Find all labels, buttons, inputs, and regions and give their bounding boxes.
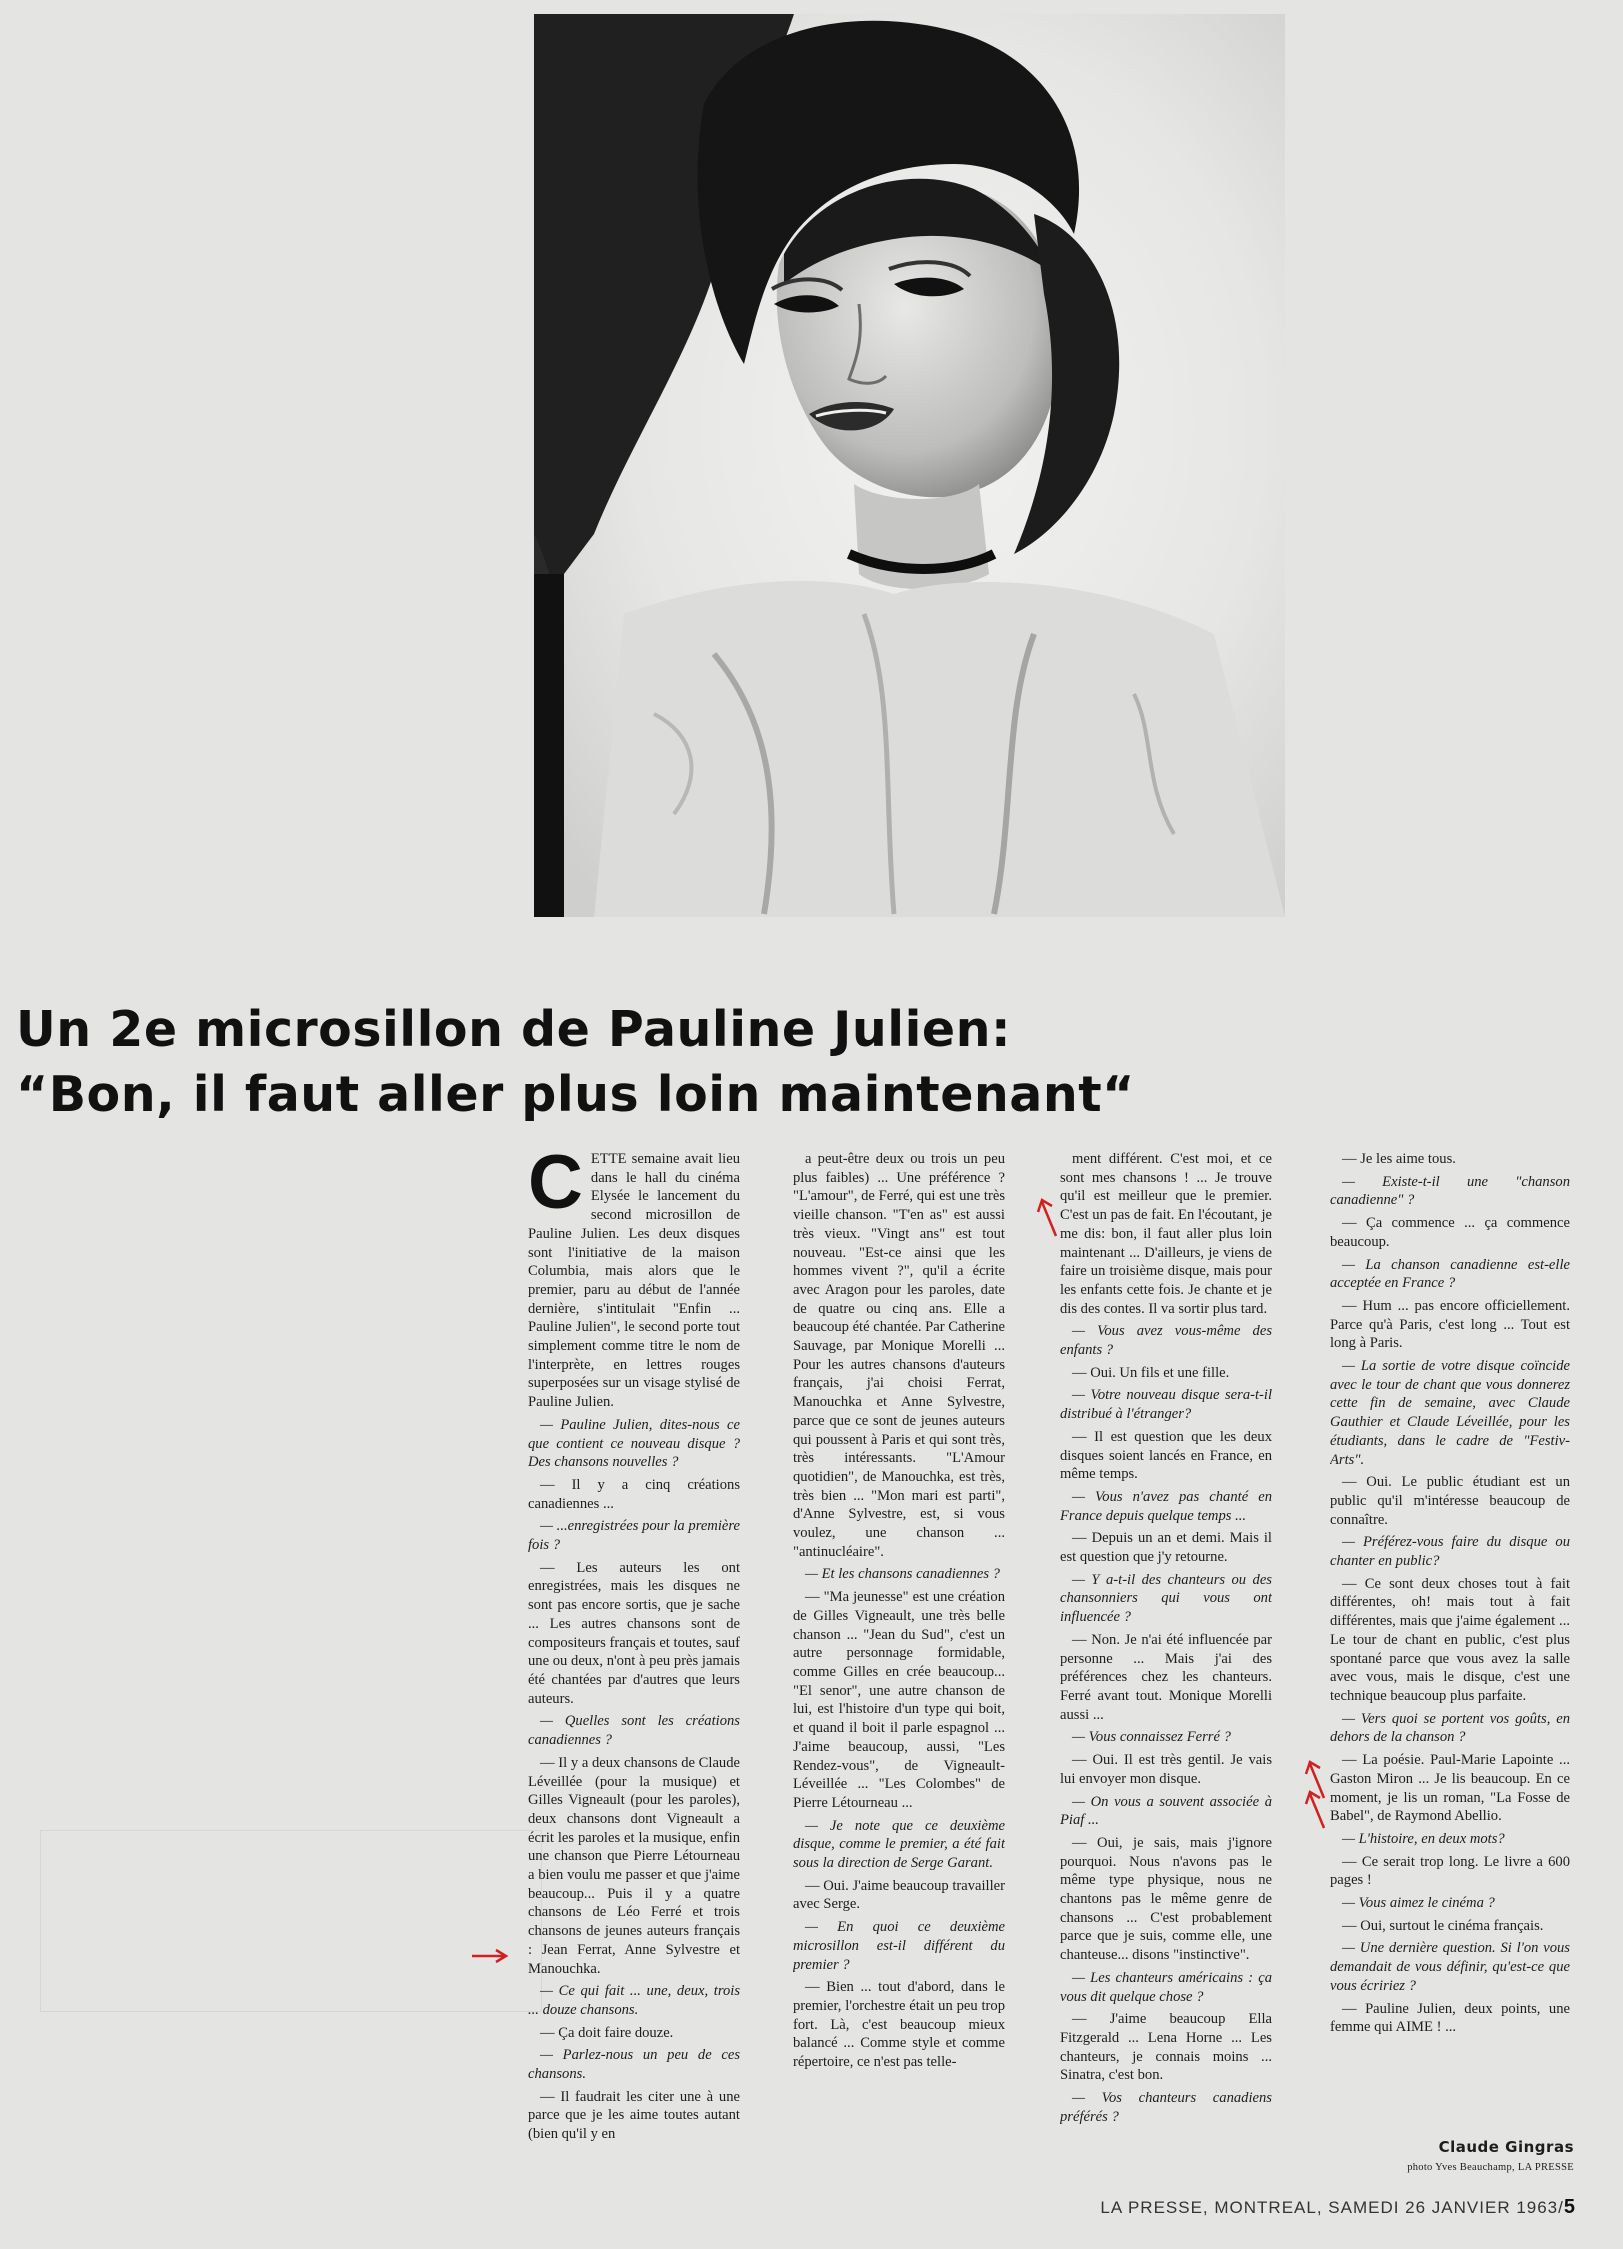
article-paragraph: ment différent. C'est moi, et ce sont mes chansons ! ... Je trouve qu'il est meilleur que le premier. C'est un pas de fait. En l'écoutant, je me dis: bon, il faut aller plus loin maintenant ... D'ailleurs, je viens de faire un troisième disque, mais pour les enfants cette fois. Je chante et je dis des contes. Il va sortir plus tard.: [1060, 1151, 1272, 1317]
headline-line-2: “Bon, il faut aller plus loin maintenant“: [16, 1066, 1135, 1123]
article-paragraph: — On vous a souvent associée à Piaf ...: [1060, 1793, 1272, 1829]
article-paragraph: — Une dernière question. Si l'on vous demandait de vous définir, qu'est-ce que vous écririez ?: [1330, 1940, 1570, 1994]
article-paragraph: — Il y a cinq créations canadiennes ...: [528, 1476, 740, 1512]
red-arrow-icon: [1036, 1196, 1062, 1240]
red-arrow-icon: [470, 1946, 510, 1966]
article-paragraph: — Vous connaissez Ferré ?: [1072, 1729, 1231, 1746]
article-paragraph: — Ce qui fait ... une, deux, trois ... douze chansons.: [528, 1983, 740, 2018]
article-paragraph: a peut-être deux ou trois un peu plus faibles) ... Une préférence ? "L'amour", de Ferré, qui est une très vieille chanson. "T'en as" est aussi très vieux. "Vingt ans" est tout nouveau. "Est-ce ainsi que les hommes vivent ?", qu'il a écrite avec Aragon pour les paroles, date de quatre ou cinq ans. Elle a beaucoup été chantée. Par Catherine Sauvage, par Monique Morelli ... Pour les autres chansons d'auteurs français, j'ai choisi Ferrat, Manouchka et Anne Sylvestre, parce que ce sont de jeunes auteurs qui poussent à Paris et qui sont très, très intéressants. "L'Amour quotidien", de Manouchka, est très, très bien ... "Mon mari est parti", d'Anne Sylvestre, est, si vous voulez, une chanson ... "antinucléaire".: [793, 1151, 1005, 1560]
article-column-2: [793, 1150, 1005, 2180]
article-paragraph: — Oui. Un fils et une fille.: [1072, 1364, 1230, 1381]
article-paragraph: — L'histoire, en deux mots?: [1342, 1830, 1505, 1847]
article-paragraph: — Oui. J'aime beaucoup travailler avec Serge.: [793, 1877, 1005, 1913]
article-column-3: [1060, 1150, 1272, 2180]
article-paragraph: — Parlez-nous un peu de ces chansons.: [528, 2047, 740, 2083]
article-paragraph: — La chanson canadienne est-elle acceptée en France ?: [1330, 1256, 1570, 1292]
article-paragraph: — Ce sont deux choses tout à fait différentes, oh! mais tout à fait différentes, mais que j'aime également ... Le tour de chant en public, c'est plus spontané parce que vous avez la salle avec vous, mais le disque, c'est une technique beaucoup plus parfaite.: [1330, 1575, 1570, 1704]
article-paragraph: — Pauline Julien, dites-nous ce que contient ce nouveau disque ? Des chansons nouvelles ?: [528, 1416, 740, 1471]
article-paragraph: — Et les chansons canadiennes ?: [805, 1566, 1000, 1583]
article-paragraph: — Existe-t-il une "chanson canadienne" ?: [1330, 1173, 1570, 1209]
article-paragraph: — Pauline Julien, deux points, une femme qui AIME ! ...: [1330, 2000, 1570, 2036]
article-column-1: [528, 1150, 740, 2180]
article-paragraph: — Oui, je sais, mais j'ignore pourquoi. Nous n'avons pas le même type physique, nous ne chantons pas le même genre de chansons ... C'est probablement parce que je suis, comme elle, une chanteuse... disons "instinctive".: [1060, 1834, 1272, 1964]
article-paragraph: — Il est question que les deux disques soient lancés en France, en même temps.: [1060, 1428, 1272, 1483]
article-paragraph: — J'aime beaucoup Ella Fitzgerald ... Lena Horne ... Les chanteurs, je connais moins ... Sinatra, c'est bon.: [1060, 2011, 1272, 2084]
article-paragraph: — Depuis un an et demi. Mais il est question que j'y retourne.: [1060, 1530, 1272, 1566]
article-paragraph: — Oui, surtout le cinéma français.: [1342, 1917, 1544, 1934]
article-paragraph: — Oui. Le public étudiant est un public qu'il m'intéresse beaucoup de connaître.: [1330, 1474, 1570, 1528]
footer-text: LA PRESSE, MONTREAL, SAMEDI 26 JANVIER 1963/: [1100, 2198, 1564, 2217]
article-paragraph: — Non. Je n'ai été influencée par personne ... Mais j'ai des préférences chez les chanteurs. Ferré avant tout. Monique Morelli aussi ...: [1060, 1631, 1272, 1723]
article-paragraph: — ...enregistrées pour la première fois ?: [528, 1518, 740, 1554]
article-paragraph: — La poésie. Paul-Marie Lapointe ... Gaston Miron ... Je lis beaucoup. En ce moment, je lis un roman, "La Fosse de Babel", de Raymond Abellio.: [1330, 1752, 1570, 1825]
drop-cap: C: [528, 1150, 583, 1225]
article-paragraph: — Vers quoi se portent vos goûts, en dehors de la chanson ?: [1330, 1710, 1570, 1746]
page-footer: [1050, 2196, 1576, 2219]
article-paragraph: — En quoi ce deuxième microsillon est-il différent du premier ?: [793, 1919, 1005, 1973]
page-number: 5: [1563, 2196, 1576, 2218]
article-paragraph: — Les chanteurs américains : ça vous dit quelque chose ?: [1060, 1969, 1272, 2005]
article-paragraph: — Préférez-vous faire du disque ou chanter en public?: [1330, 1534, 1570, 1570]
photo-credit: photo Yves Beauchamp, LA PRESSE: [1407, 2162, 1574, 2173]
faint-bleed-through-box: [40, 1830, 542, 2012]
article-paragraph: — Je les aime tous.: [1342, 1151, 1456, 1167]
article-paragraph: — Oui. Il est très gentil. Je vais lui envoyer mon disque.: [1060, 1752, 1272, 1787]
portrait-photo: [534, 14, 1285, 917]
article-paragraph: — Vos chanteurs canadiens préférés ?: [1060, 2090, 1272, 2125]
article-paragraph: — Les auteurs les ont enregistrées, mais les disques ne sont pas encore sortis, que je sache ... Les autres chansons sont de compositeurs français et toutes, sauf une ou deux, n'ont à peu près jamais été chantées par d'autres que leurs auteurs.: [528, 1559, 740, 1707]
article-paragraph: — Hum ... pas encore officiellement. Parce qu'à Paris, c'est long ... Tout est long à Paris.: [1330, 1297, 1570, 1352]
article-paragraph: — La sortie de votre disque coïncide avec le tour de chant que vous donnerez cette fin de semaine, avec Claude Gauthier et Claude Léveillée, pour les étudiants, dans le cadre de "Festiv-Arts".: [1330, 1358, 1570, 1468]
headline-line-1: Un 2e microsillon de Pauline Julien:: [16, 1001, 1012, 1058]
article-paragraph: — Vous n'avez pas chanté en France depuis quelque temps ...: [1060, 1488, 1272, 1524]
article-paragraph: — "Ma jeunesse" est une création de Gilles Vigneault, une très belle chanson ... "Jean du Sud", c'est un autre personnage formidable, comme Gilles en crée beaucoup... "El senor", une autre chanson de lui, est l'histoire d'un type qui boit, et quand il boit il parle espagnol ... J'aime beaucoup, aussi, "Les Rendez-vous", de Vigneault-Léveillée ... "Les Colombes" de Pierre Létourneau ...: [793, 1589, 1005, 1811]
article-paragraph: — Il y a deux chansons de Claude Léveillée (pour la musique) et Gilles Vigneault (pour les paroles), deux chansons dont Vigneault a écrit les paroles et la musique, enfin une chanson que Pierre Létourneau a bien voulu me passer et que j'aime beaucoup... Puis il y a quatre chansons de Léo Ferré et trois chansons de jeunes auteurs français : Jean Ferrat, Anne Sylvestre et Manouchka.: [528, 1754, 740, 1977]
article-paragraph: — Ça commence ... ça commence beaucoup.: [1330, 1215, 1570, 1250]
article-paragraph: — Vous aimez le cinéma ?: [1342, 1895, 1495, 1912]
article-paragraph: — Vous avez vous-même des enfants ?: [1060, 1323, 1272, 1359]
article-paragraph: — Ce serait trop long. Le livre a 600 pages !: [1330, 1853, 1570, 1889]
article-paragraph: — Votre nouveau disque sera-t-il distribué à l'étranger?: [1060, 1387, 1272, 1423]
byline-signature: Claude Gingras: [1438, 2138, 1574, 2156]
article-paragraph: — Quelles sont les créations canadiennes ?: [528, 1713, 740, 1749]
article-paragraph: ETTE semaine avait lieu dans le hall du cinéma Elysée le lancement du second microsillon de Pauline Julien. Les deux disques sont l'initiative de la maison Columbia, mais alors que le premier, paru au début de l'année dernière, s'intitulait "Enfin ... Pauline Julien", le second porte tout simplement comme titre le nom de l'interprète, en lettres rouges superposées sur un visage stylisé de Pauline Julien.: [528, 1151, 740, 1411]
article-paragraph: — Je note que ce deuxième disque, comme le premier, a été fait sous la direction de Serge Garant.: [793, 1817, 1005, 1872]
article-column-4: [1330, 1150, 1570, 2180]
article-paragraph: — Il faudrait les citer une à une parce que je les aime toutes autant (bien qu'il y en: [528, 2088, 740, 2143]
article-paragraph: — Bien ... tout d'abord, dans le premier, l'orchestre était un peu trop fort. Là, c'est beaucoup mieux balancé ... Comme style et comme répertoire, ce n'est pas telle-: [793, 1979, 1005, 2071]
article-paragraph: — Ça doit faire douze.: [540, 2024, 674, 2041]
red-arrow-icon: [1304, 1788, 1330, 1832]
article-paragraph: — Y a-t-il des chanteurs ou des chansonniers qui vous ont influencée ?: [1060, 1571, 1272, 1626]
